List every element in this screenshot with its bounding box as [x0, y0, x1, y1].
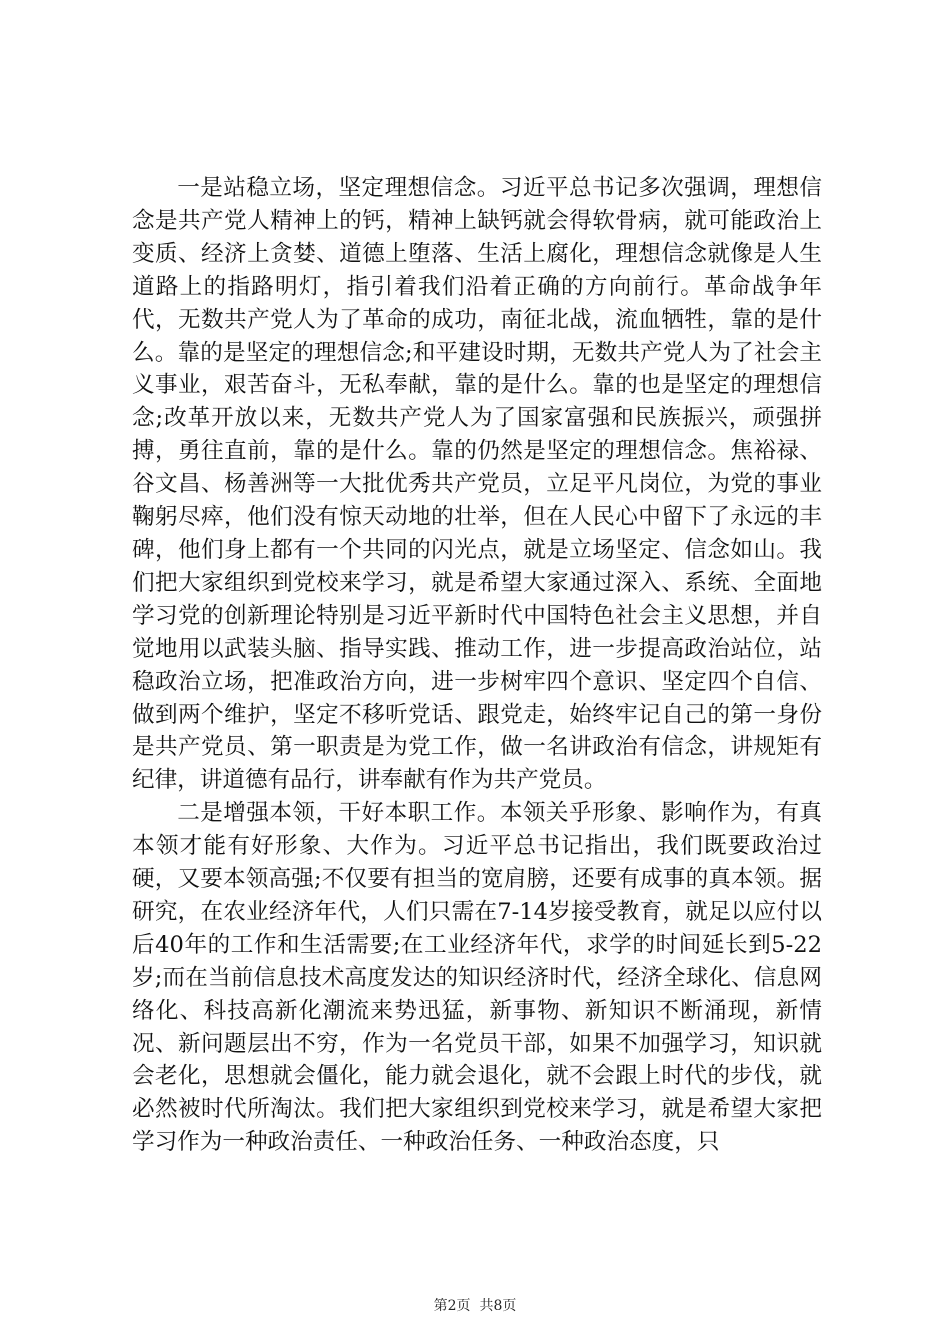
document-body: [132, 172, 822, 1159]
paragraph-stance-ideals: 一是站稳立场，坚定理想信念。习近平总书记多次强调，理想信念是共产党人精神上的钙，精神上缺钙就会得软骨病，就可能政治上变质、经济上贪婪、道德上堕落、生活上腐化，理想信念就像是人生道路上的指路明灯，指引着我们沿着正确的方向前行。革命战争年代，无数共产党人为了革命的成功，南征北战，流血牺牲，靠的是什么。靠的是坚定的理想信念;和平建设时期，无数共产党人为了社会主义事业，艰苦奋斗，无私奉献，靠的是什么。靠的也是坚定的理想信念;改革开放以来，无数共产党人为了国家富强和民族振兴，顽强拼搏，勇往直前，靠的是什么。靠的仍然是坚定的理想信念。焦裕禄、谷文昌、杨善洲等一大批优秀共产党员，立足平凡岗位，为党的事业鞠躬尽瘁，他们没有惊天动地的壮举，但在人民心中留下了永远的丰碑，他们身上都有一个共同的闪光点，就是立场坚定、信念如山。我们把大家组织到党校来学习，就是希望大家通过深入、系统、全面地学习党的创新理论特别是习近平新时代中国特色社会主义思想，并自觉地用以武装头脑、指导实践、推动工作，进一步提高政治站位，站稳政治立场，把准政治方向，进一步树牢四个意识、坚定四个自信、做到两个维护，坚定不移听党话、跟党走，始终牢记自己的第一身份是共产党员、第一职责是为党工作，做一名讲政治有信念，讲规矩有纪律，讲道德有品行，讲奉献有作为共产党员。: [132, 175, 822, 794]
page-footer: [0, 1297, 950, 1315]
page-total: 共8页: [479, 1298, 517, 1314]
paragraph-skills-work: 二是增强本领，干好本职工作。本领关乎形象、影响作为，有真本领才能有好形象、大作为。习近平总书记指出，我们既要政治过硬，又要本领高强;不仅要有担当的宽肩膀，还要有成事的真本领。据研究，在农业经济年代，人们只需在7-14岁接受教育，就足以应付以后40年的工作和生活需要;在工业经济年代，求学的时间延长到5-22岁;而在当前信息技术高度发达的知识经济时代，经济全球化、信息网络化、科技高新化潮流来势迅猛，新事物、新知识不断涌现，新情况、新问题层出不穷，作为一名党员干部，如果不加强学习，知识就会老化，思想就会僵化，能力就会退化，就不会跟上时代的步伐，就必然被时代所淘汰。我们把大家组织到党校来学习，就是希望大家把学习作为一种政治责任、一种政治任务、一种政治态度，只: [132, 800, 822, 1156]
page-number: 第2页: [433, 1298, 471, 1314]
